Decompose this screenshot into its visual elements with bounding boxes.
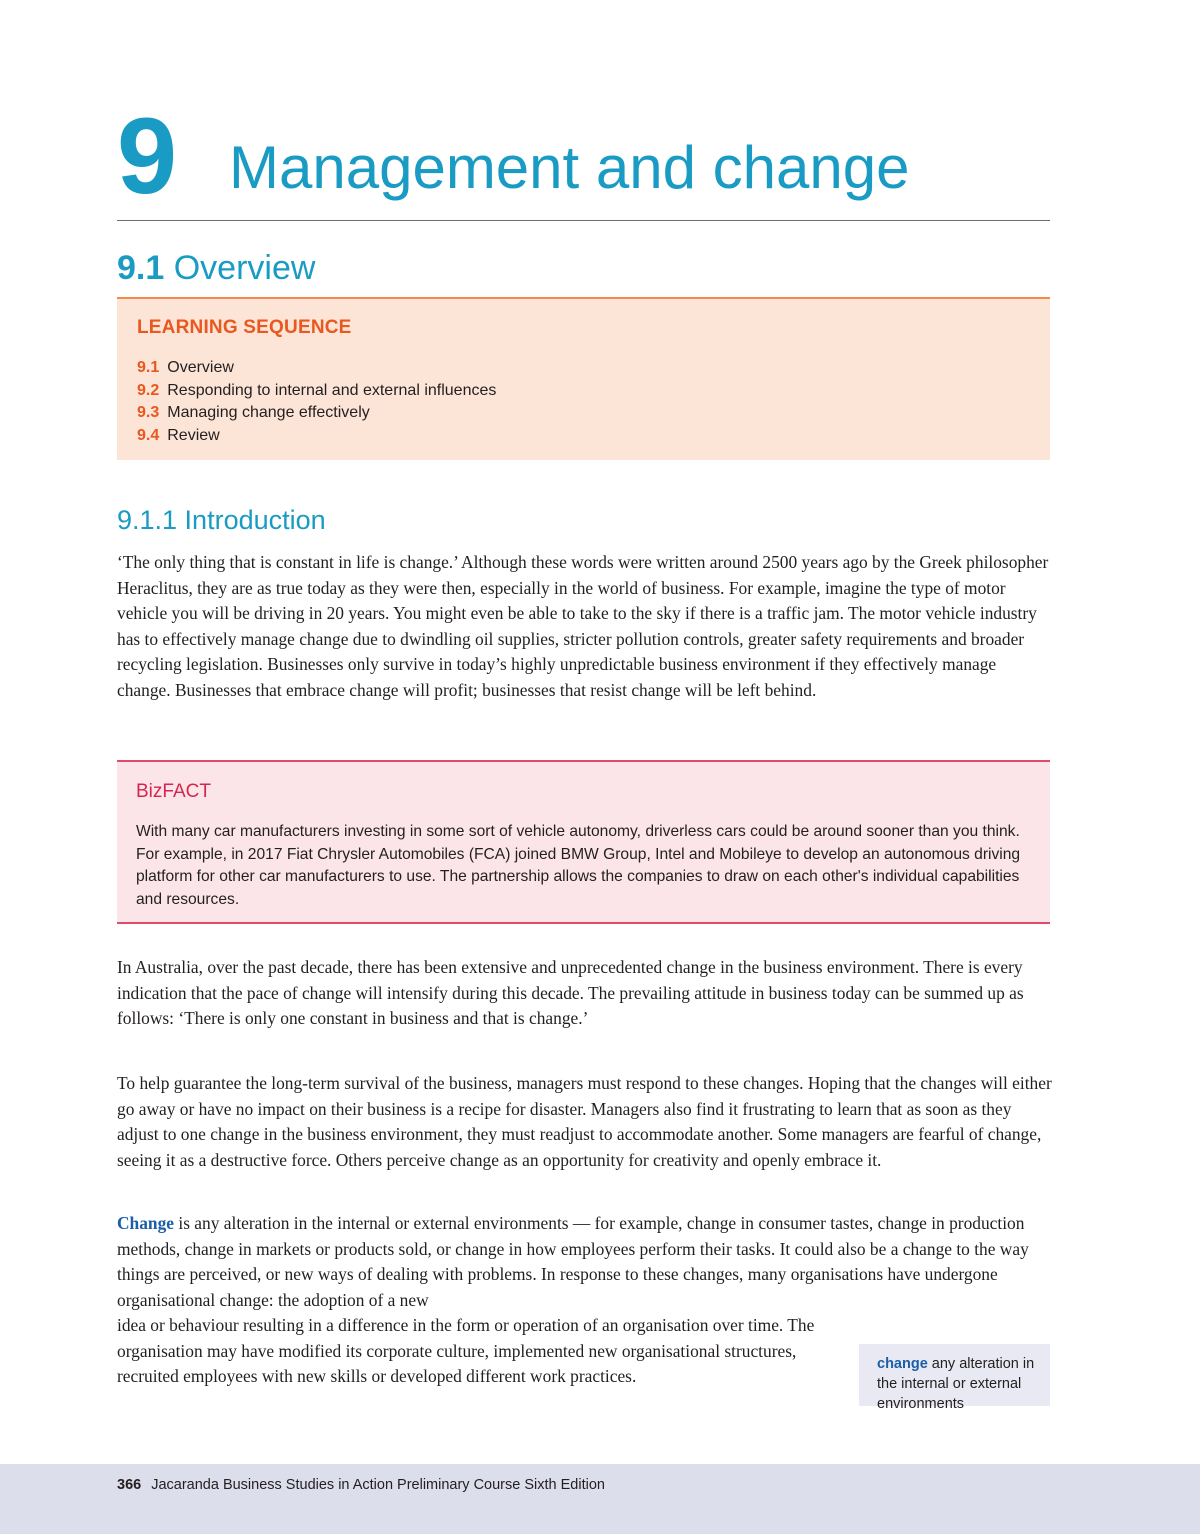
learning-sequence-box bbox=[117, 297, 1050, 460]
section-title: Overview bbox=[173, 249, 316, 287]
learning-sequence-list bbox=[137, 357, 496, 447]
item-label: Overview bbox=[167, 359, 234, 376]
bizfact-title: BizFACT bbox=[136, 781, 211, 802]
item-label: Review bbox=[167, 426, 220, 444]
definition-text: is any alteration in the internal or external environments — for example, change in consumer tastes, change in production methods, change in markets or products sold, or change in how employees perform their tasks. It could also be a change to the way things are perceived, or new ways of dealing with problems. In response to these changes, many organisations have undergone organisational change: the adoption of a new bbox=[117, 1213, 1029, 1310]
book-title: Jacaranda Business Studies in Action Preliminary Course Sixth Edition bbox=[151, 1477, 605, 1493]
learning-sequence-item[interactable] bbox=[137, 380, 496, 403]
footer-text bbox=[117, 1477, 605, 1493]
chapter-heading bbox=[117, 92, 1050, 221]
page-number: 366 bbox=[117, 1477, 142, 1493]
glossary-definition: any alteration in the internal or external environments bbox=[877, 1356, 1035, 1412]
section-number: 9.1 bbox=[117, 249, 165, 287]
item-label: Managing change effectively bbox=[167, 404, 370, 422]
item-number: 9.2 bbox=[137, 381, 160, 399]
glossary-term[interactable]: change bbox=[877, 1356, 928, 1372]
definition-paragraph bbox=[117, 1211, 1052, 1313]
bizfact-text: With many car manufacturers investing in some sort of vehicle autonomy, driverless cars could be around sooner than you think. For example, in 2017 Fiat Chrysler Automobiles (FCA) joined BMW Group, Intel and Mobileye to develop an autonomous driving platform for other car manufacturers to use. The partnership allows the companies to draw on each other's individual capabilities and resources. bbox=[136, 823, 1021, 908]
intro-paragraph: ‘The only thing that is constant in life is change.’ Although these words were written around 2500 years ago by the Greek philosopher Heraclitus, they are as true today as they were then, especially in the world of business. For example, imagine the type of motor vehicle you will be driving in 20 years. You might even be able to take to the sky if there is a traffic jam. The motor vehicle industry has to effectively manage change due to dwindling oil supplies, stricter pollution controls, greater safety requirements and broader recycling legislation. Businesses only survive in today’s highly unpredictable business environment if they effectively manage change. Businesses that embrace change will profit; businesses that resist change will be left behind. bbox=[117, 552, 1049, 700]
bizfact-box bbox=[117, 760, 1050, 924]
item-number: 9.3 bbox=[137, 404, 160, 422]
body-paragraph: To help guarantee the long-term survival of the business, managers must respond to these changes. Hoping that the changes will either go away or have no impact on their business is a recipe for disaster. Managers also find it frustrating to learn that as soon as they adjust to one change in the business environment, they must readjust to accommodate another. Some managers are fearful of change, seeing it as a destructive force. Others perceive change as an opportunity for creativity and openly embrace it. bbox=[117, 1073, 1052, 1170]
item-number: 9.1 bbox=[137, 359, 160, 376]
learning-sequence-item[interactable] bbox=[137, 357, 496, 380]
chapter-title: Management and change bbox=[229, 134, 910, 201]
page-footer bbox=[0, 1464, 1200, 1534]
section-heading bbox=[117, 246, 315, 290]
glossary-sidebar bbox=[859, 1344, 1050, 1412]
definition-paragraph-continued: idea or behaviour resulting in a difference in the form or operation of an organisation over time. The organisation may have modified its corporate culture, implemented new organisational structures, recruited employees with new skills or developed different work practices. bbox=[117, 1315, 815, 1387]
learning-sequence-item[interactable] bbox=[137, 402, 496, 425]
subsection-heading: 9.1.1 Introduction bbox=[117, 505, 326, 535]
chapter-number: 9 bbox=[117, 95, 178, 216]
key-term-link[interactable]: Change bbox=[117, 1213, 175, 1233]
learning-sequence-title: LEARNING SEQUENCE bbox=[137, 317, 352, 338]
learning-sequence-item[interactable] bbox=[137, 425, 496, 448]
item-label: Responding to internal and external influences bbox=[167, 381, 497, 399]
body-paragraph: In Australia, over the past decade, there has been extensive and unprecedented change in the business environment. There is every indication that the pace of change will intensify during this decade. The prevailing attitude in business today can be summed up as follows: ‘There is only one constant in business and that is change.’ bbox=[117, 957, 1024, 1029]
item-number: 9.4 bbox=[137, 426, 160, 444]
